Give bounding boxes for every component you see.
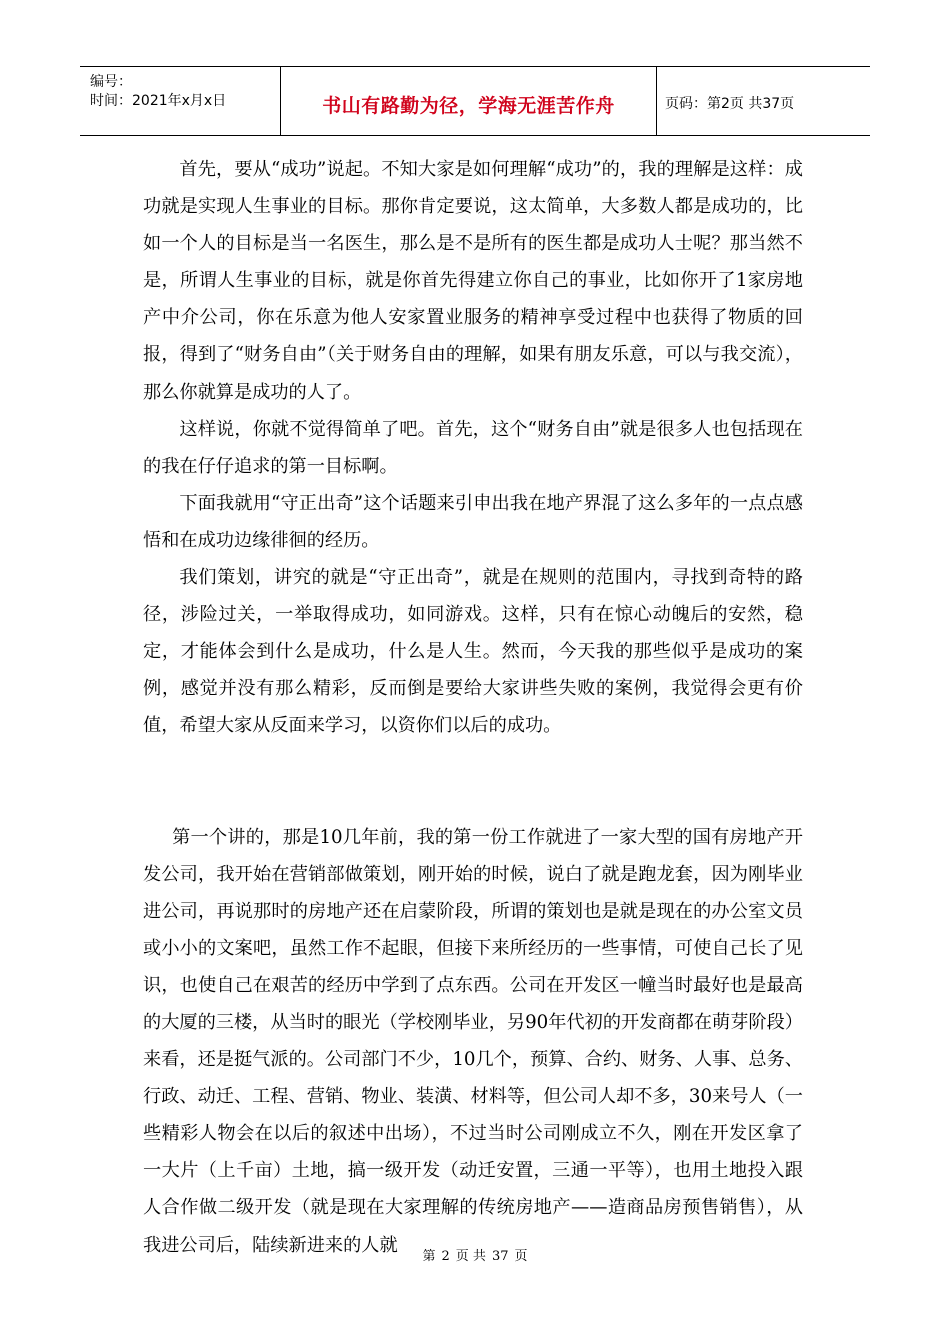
header-meta (80, 67, 281, 135)
footer-suffix: 页 (514, 1249, 528, 1264)
time-label: 时间：2021年x月x日 (90, 93, 227, 109)
paragraph-1: 首先，要从“成功”说起。不知大家是如何理解“成功”的，我的理解是这样：成功就是实现人生事业的目标。那你肯定要说，这太简单，大多数人都是成功的，比如一个人的目标是当一名医生，那么是不是所有的医生都是成功人士呢？那当然不是，所谓人生事业的目标，就是你首先得建立你自己的事业，比如你开了1家房地产中介公司，你在乐意为他人安家置业服务的精神享受过程中也获得了物质的回报，得到了“财务自由”（关于财务自由的理解，如果有朋友乐意，可以与我交流），那么你就算是成功的人了。 (143, 159, 803, 403)
number-label: 编号： (90, 74, 132, 90)
motto-text: 书山有路勤为径，学海无涯苦作舟 (322, 94, 615, 117)
header-page-info: 页码：第2页 共37页 (665, 96, 795, 112)
footer-page-total: 37 (491, 1249, 509, 1264)
page-header (80, 66, 870, 136)
paragraph-5: 第一个讲的，那是10几年前，我的第一份工作就进了一家大型的国有房地产开发公司，我开始在营销部做策划，刚开始的时候，说白了就是跑龙套，因为刚毕业进公司，再说那时的房地产还在启蒙阶段，所谓的策划也是就是现在的办公室文员或小小的文案吧，虽然工作不起眼，但接下来所经历的一些事情，可使自己长了见识，也使自己在艰苦的经历中学到了点东西。公司在开发区一幢当时最好也是最高的大厦的三楼，从当时的眼光（学校刚毕业，另90年代初的开发商都在萌芽阶段）来看，还是挺气派的。公司部门不少，10几个，预算、合约、财务、人事、总务、行政、动迁、工程、营销、物业、装潢、材料等，但公司人却不多，30来号人（一些精彩人物会在以后的叙述中出场），不过当时公司刚成立不久，刚在开发区拿了一大片（上千亩）土地，搞一级开发（动迁安置，三通一平等），也用土地投入跟人合作做二级开发（就是现在大家理解的传统房地产——造商品房预售销售），从我进公司后，陆续新进来的人就 (143, 826, 803, 1256)
paragraph-4: 我们策划，讲究的就是“守正出奇”，就是在规则的范围内，寻找到奇特的路径，涉险过关，一举取得成功，如同游戏。这样，只有在惊心动魄后的安然，稳定，才能体会到什么是成功，什么是人生。然而，今天我的那些似乎是成功的案例，感觉并没有那么精彩，反而倒是要给大家讲些失败的案例，我觉得会更有价值，希望大家从反面来学习，以资你们以后的成功。 (143, 567, 803, 737)
footer-mid: 页 共 (455, 1249, 486, 1264)
page-footer (0, 1245, 950, 1264)
document-body (143, 151, 803, 1264)
paragraph-2: 这样说，你就不觉得简单了吧。首先，这个“财务自由”就是很多人也包括现在的我在仔仔追求的第一目标啊。 (143, 418, 803, 477)
footer-page-number: 2 (441, 1249, 450, 1264)
paragraph-3: 下面我就用“守正出奇”这个话题来引申出我在地产界混了这么多年的一点点感悟和在成功边缘徘徊的经历。 (143, 492, 803, 551)
paragraph-spacer (143, 745, 803, 819)
footer-prefix: 第 (422, 1249, 436, 1264)
header-motto-cell (281, 67, 657, 135)
